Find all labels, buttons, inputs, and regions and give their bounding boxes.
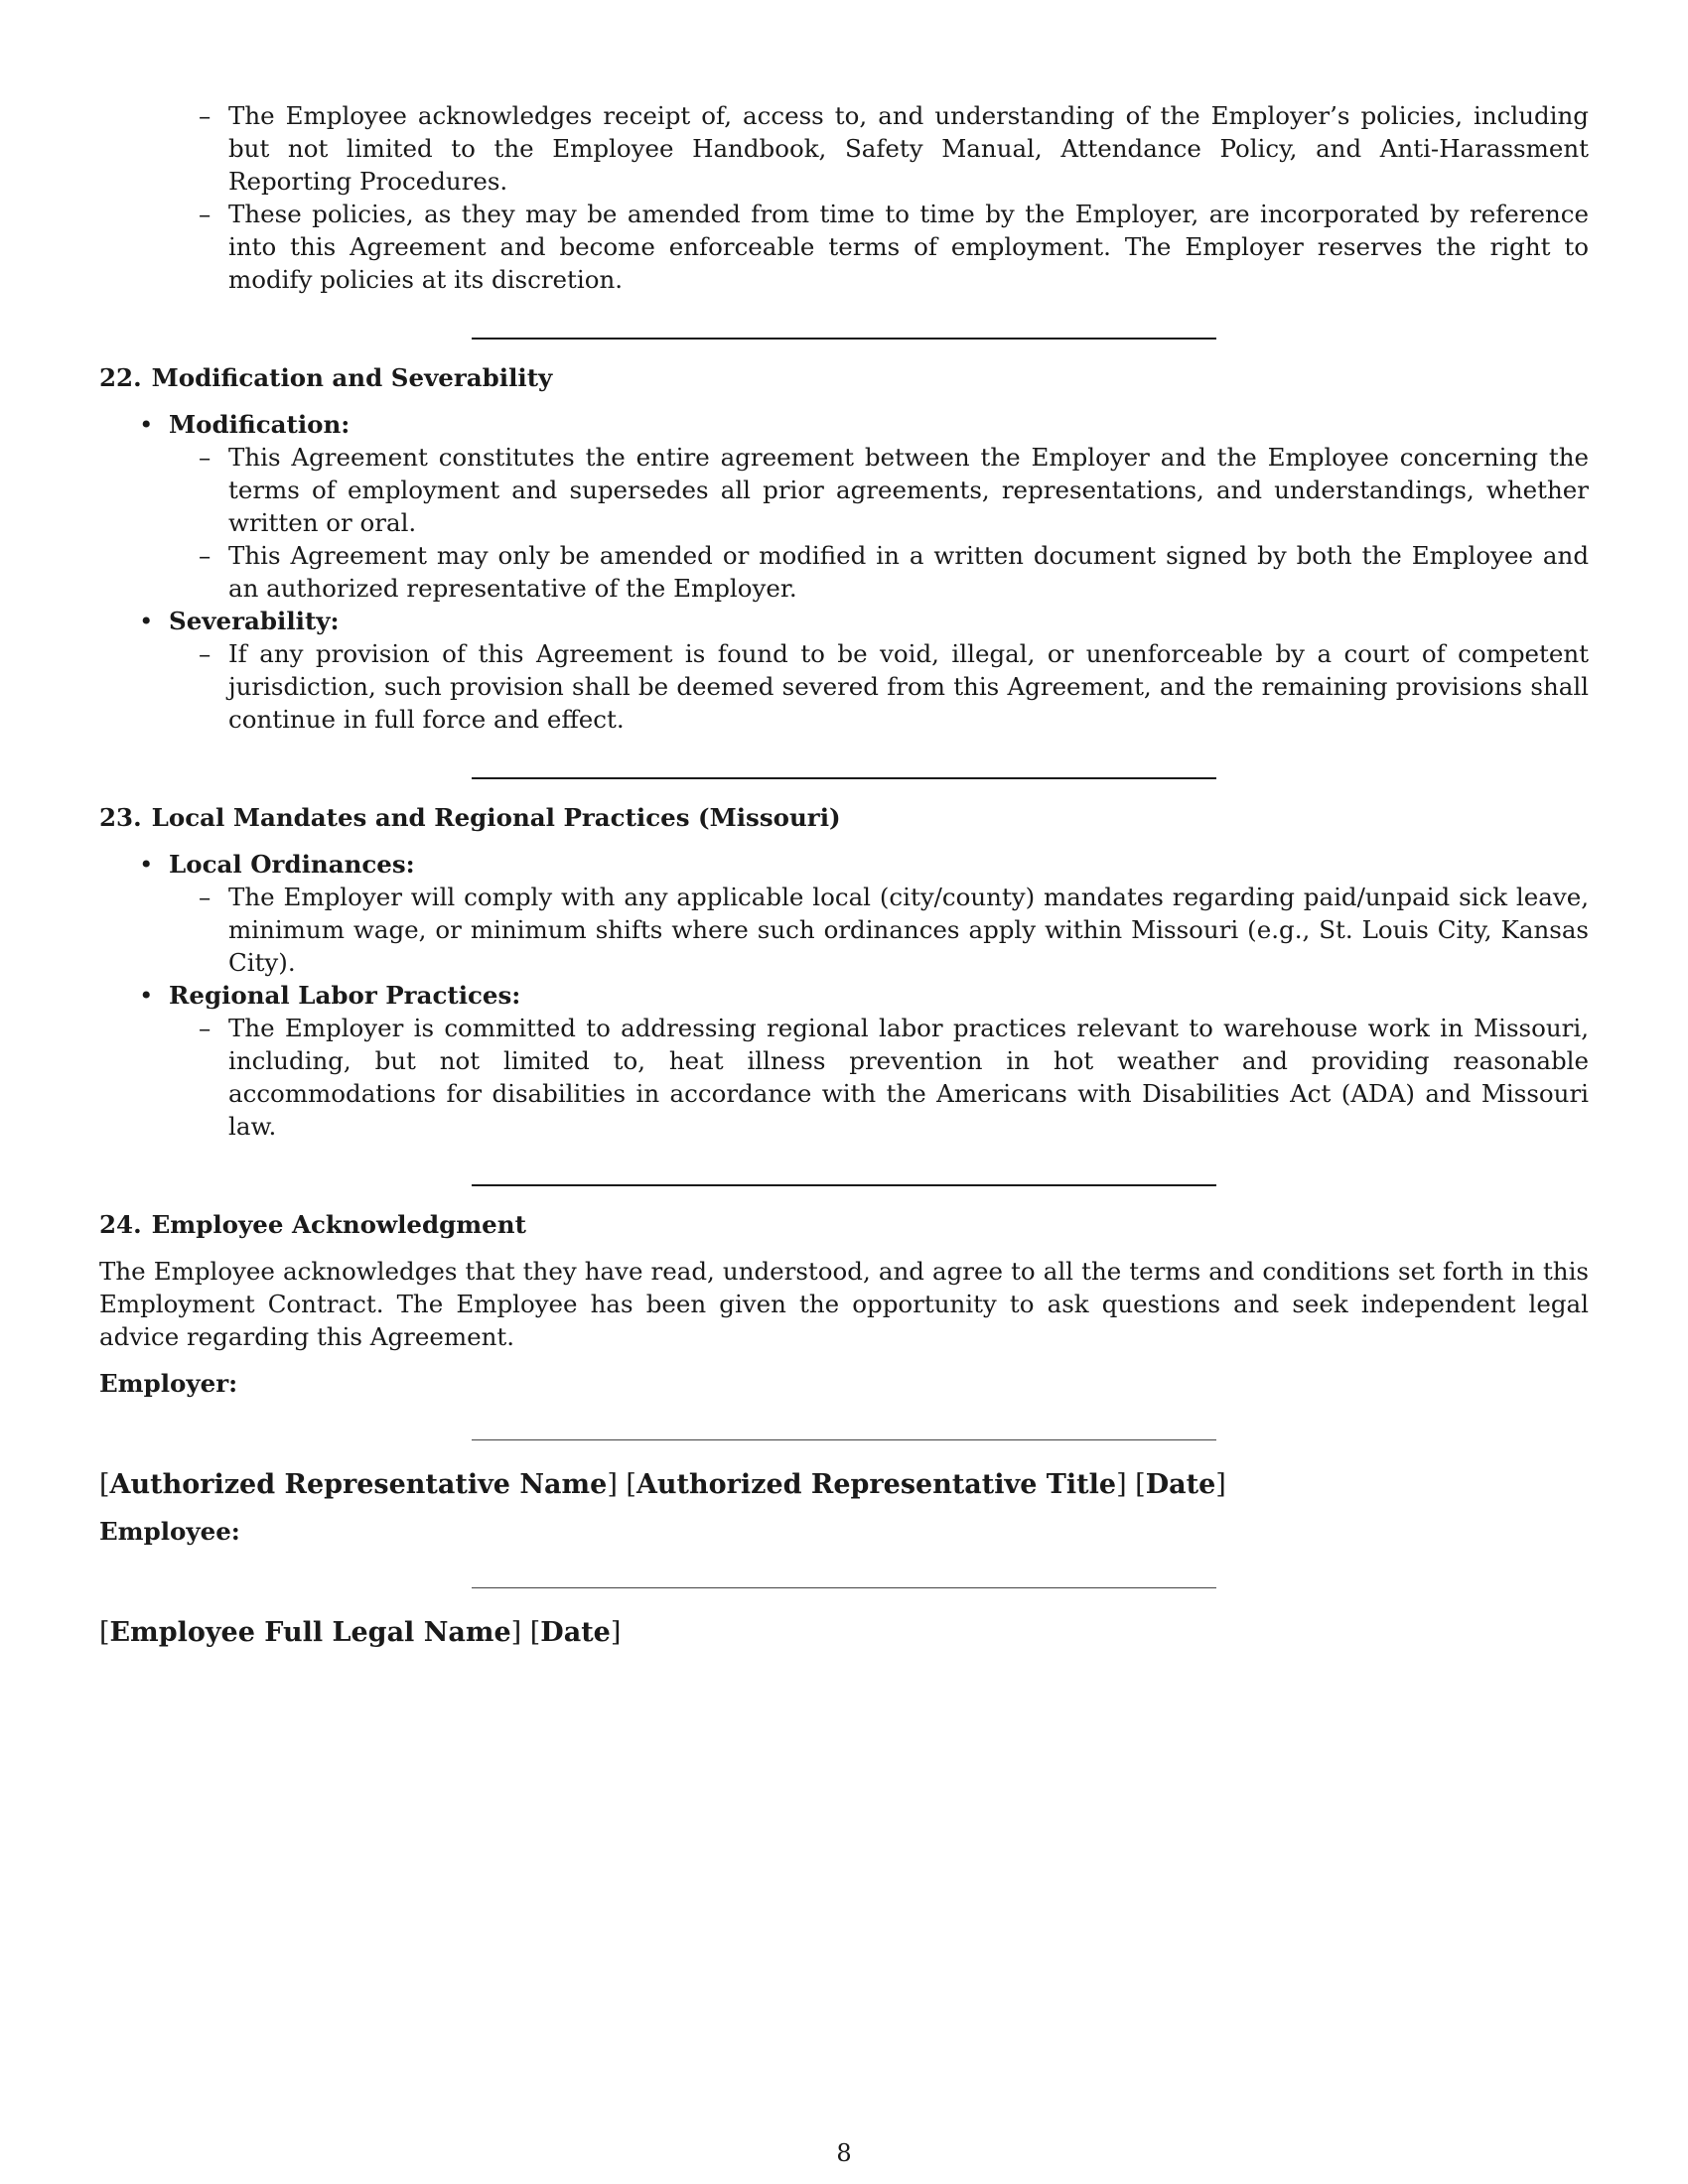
employer-signature-caption: [Authorized Representative Name] [Authorized Representative Title] [Date] [99,1469,1226,1500]
section-number: 23. [99,803,142,832]
section-title: Modification and Severability [151,363,553,392]
section-divider [472,338,1216,340]
intro-policy-list [99,99,1589,296]
employer-label: Employer: [99,1369,238,1398]
page-number: 8 [836,2139,852,2167]
employer-date-field: Date [1145,1469,1216,1500]
list-item: – If any provision of this Agreement is found to be void, illegal, or unenforceable by a court of competent jurisdiction, such provision shall be deemed severed from this Agreement, and the remaining provisions shall continue in full force and effect. [228,637,1589,736]
list-item: – These policies, as they may be amended from time to time by the Employer, are incorporated by reference into this Agreement and become enforceable terms of employment. The Employer reserves the right to modify policies at its discretion. [228,198,1589,296]
section-number: 24. [99,1210,142,1239]
section-divider [472,1184,1216,1186]
regional-practices-item [169,979,1589,1143]
employee-signature-line[interactable] [472,1587,1216,1588]
list-item: – This Agreement constitutes the entire agreement between the Employer and the Employee concerning the terms of employment and supersedes all prior agreements, representations, and understandings, whether written or oral. [228,441,1589,539]
list-item: – This Agreement may only be amended or modified in a written document signed by both the Employee and an authorized representative of the Employer. [228,539,1589,605]
section-22-heading [99,361,1589,394]
acknowledgment-paragraph: The Employee acknowledges that they have read, understood, and agree to all the terms and conditions set forth in this Employment Contract. The Employee has been given the opportunity to ask questions and seek independent legal advice regarding this Agreement. [99,1257,1589,1351]
rep-title-field: Authorized Representative Title [635,1469,1117,1500]
regional-practices-label: Regional Labor Practices: [169,981,521,1010]
section-divider [472,777,1216,779]
employee-label: Employee: [99,1517,240,1546]
section-22-list [99,408,1589,736]
section-23-list [99,848,1589,1143]
document-page [99,99,1589,1649]
section-title: Local Mandates and Regional Practices (Missouri) [151,803,841,832]
list-item: – The Employer is committed to addressing regional labor practices relevant to warehouse work in Missouri, including, but not limited to, heat illness prevention in hot weather and providing reasonable accommodations for disabilities in accordance with the Americans with Disabilities Act (ADA) and Missouri law. [228,1012,1589,1143]
employer-signature-line[interactable] [472,1439,1216,1440]
employee-date-field: Date [540,1617,611,1648]
rep-name-field: Authorized Representative Name [109,1469,608,1500]
list-item: – The Employer will comply with any applicable local (city/county) mandates regarding paid/unpaid sick leave, minimum wage, or minimum shifts where such ordinances apply within Missouri (e.g., St. Louis City, Kansas City). [228,881,1589,979]
modification-label: Modification: [169,410,351,439]
modification-item [169,408,1589,605]
list-item: – The Employee acknowledges receipt of, access to, and understanding of the Employer’s policies, including but not limited to the Employee Handbook, Safety Manual, Attendance Policy, and Anti-Harassment Reporting Procedures. [228,99,1589,198]
severability-label: Severability: [169,607,340,635]
section-23-heading [99,801,1589,834]
employee-name-field: Employee Full Legal Name [109,1617,511,1648]
section-number: 22. [99,363,142,392]
local-ordinances-item [169,848,1589,979]
severability-item [169,605,1589,736]
section-24-heading [99,1208,1589,1241]
section-title: Employee Acknowledgment [151,1210,526,1239]
employee-signature-caption: [Employee Full Legal Name] [Date] [99,1617,622,1648]
local-ordinances-label: Local Ordinances: [169,850,415,879]
